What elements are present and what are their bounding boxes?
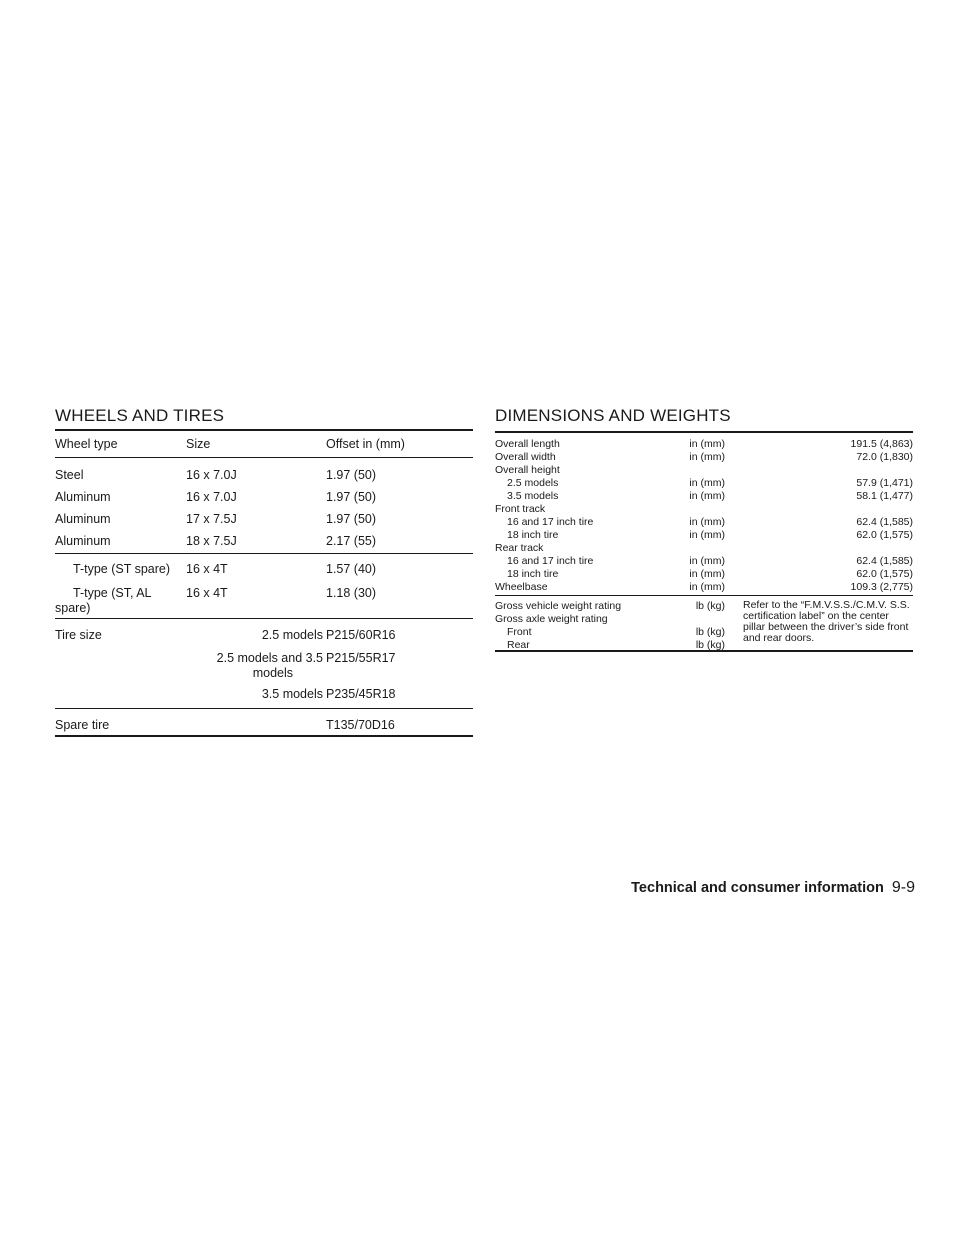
dimensions-table — [495, 431, 913, 652]
table-row: 16 and 17 inch tire in (mm) 62.4 (1,585) — [507, 555, 913, 567]
spare-size-cell: 16 x 4T — [186, 586, 228, 600]
table-row — [55, 687, 473, 708]
tire-model-cell: 3.5 models — [261, 687, 323, 701]
wheels-section-title: WHEELS AND TIRES — [55, 406, 225, 425]
table-row — [55, 562, 473, 586]
spare-offset-cell: 1.18 (30) — [326, 586, 377, 600]
wheel-size-cell: 17 x 7.5J — [186, 512, 237, 526]
page-footer — [631, 879, 915, 897]
table-row: Gross axle weight rating — [495, 613, 608, 625]
tire-size-cell: P215/55R17 — [326, 651, 396, 665]
tire-size-label: Tire size — [55, 628, 102, 642]
footer-chapter-title: Technical and consumer information — [631, 880, 884, 896]
table-row — [55, 718, 473, 735]
table-row: Gross vehicle weight rating lb (kg) — [495, 600, 725, 612]
table-row: Front lb (kg) — [507, 626, 725, 638]
dimensions-rows — [495, 438, 913, 595]
wheel-type-cell: Aluminum — [55, 512, 111, 526]
table-row — [55, 628, 473, 651]
tire-model-cell: 2.5 models — [261, 628, 323, 642]
wheel-size-cell: 16 x 7.0J — [186, 468, 237, 482]
table-row — [55, 534, 473, 553]
table-row: 2.5 models in (mm) 57.9 (1,471) — [507, 477, 913, 489]
wheel-size-cell: 18 x 7.5J — [186, 534, 237, 548]
wheel-offset-cell: 1.97 (50) — [326, 468, 377, 482]
spare-size-cell: 16 x 4T — [186, 562, 228, 576]
spare-offset-cell: 1.57 (40) — [326, 562, 377, 576]
table-row — [55, 586, 473, 618]
header-size: Size — [186, 437, 211, 451]
table-row: 16 and 17 inch tire in (mm) 62.4 (1,585) — [507, 516, 913, 528]
table-row — [55, 468, 473, 490]
wheel-size-cell: 16 x 7.0J — [186, 490, 237, 504]
table-row: Overall height — [495, 464, 560, 476]
table-row: Overall length in (mm) 191.5 (4,863) — [495, 438, 913, 450]
table-row: Front track — [495, 503, 546, 515]
tire-model-cell: 2.5 models and 3.5 models — [216, 651, 323, 680]
table-row: 18 inch tire in (mm) 62.0 (1,575) — [507, 568, 913, 580]
wheel-offset-cell: 1.97 (50) — [326, 490, 377, 504]
spare-tire-size: T135/70D16 — [326, 718, 395, 732]
wheels-table — [55, 429, 473, 737]
tire-size-cell: P215/60R16 — [326, 628, 396, 642]
wheel-type-cell: Steel — [55, 468, 84, 482]
wheel-type-cell: Aluminum — [55, 490, 111, 504]
table-row — [55, 490, 473, 512]
spare-type-cell: T-type (ST, AL spare) — [55, 586, 152, 615]
weights-note: Refer to the “F.M.V.S.S./C.M.V. S.S. certification label” on the center pillar between the driver’s side front and rear doors. — [743, 599, 910, 644]
header-offset: Offset in (mm) — [326, 437, 405, 451]
table-row — [55, 512, 473, 534]
weights-block — [495, 600, 913, 650]
tire-size-cell: P235/45R18 — [326, 687, 396, 701]
table-row: Rear lb (kg) — [507, 639, 725, 651]
wheel-offset-cell: 1.97 (50) — [326, 512, 377, 526]
wheels-header-row — [55, 437, 473, 457]
table-row: 3.5 models in (mm) 58.1 (1,477) — [507, 490, 913, 502]
table-row — [55, 651, 473, 687]
header-wheel-type: Wheel type — [55, 437, 118, 451]
spare-type-cell: T-type (ST spare) — [73, 562, 171, 576]
page-number: 9-9 — [891, 879, 915, 896]
wheel-type-cell: Aluminum — [55, 534, 111, 548]
table-row: Rear track — [495, 542, 544, 554]
table-row: Overall width in (mm) 72.0 (1,830) — [495, 451, 913, 463]
dimensions-section-title: DIMENSIONS AND WEIGHTS — [495, 406, 731, 425]
table-row: 18 inch tire in (mm) 62.0 (1,575) — [507, 529, 913, 541]
spare-tire-label: Spare tire — [55, 718, 110, 732]
wheel-offset-cell: 2.17 (55) — [326, 534, 377, 548]
table-row: Wheelbase in (mm) 109.3 (2,775) — [495, 581, 913, 593]
